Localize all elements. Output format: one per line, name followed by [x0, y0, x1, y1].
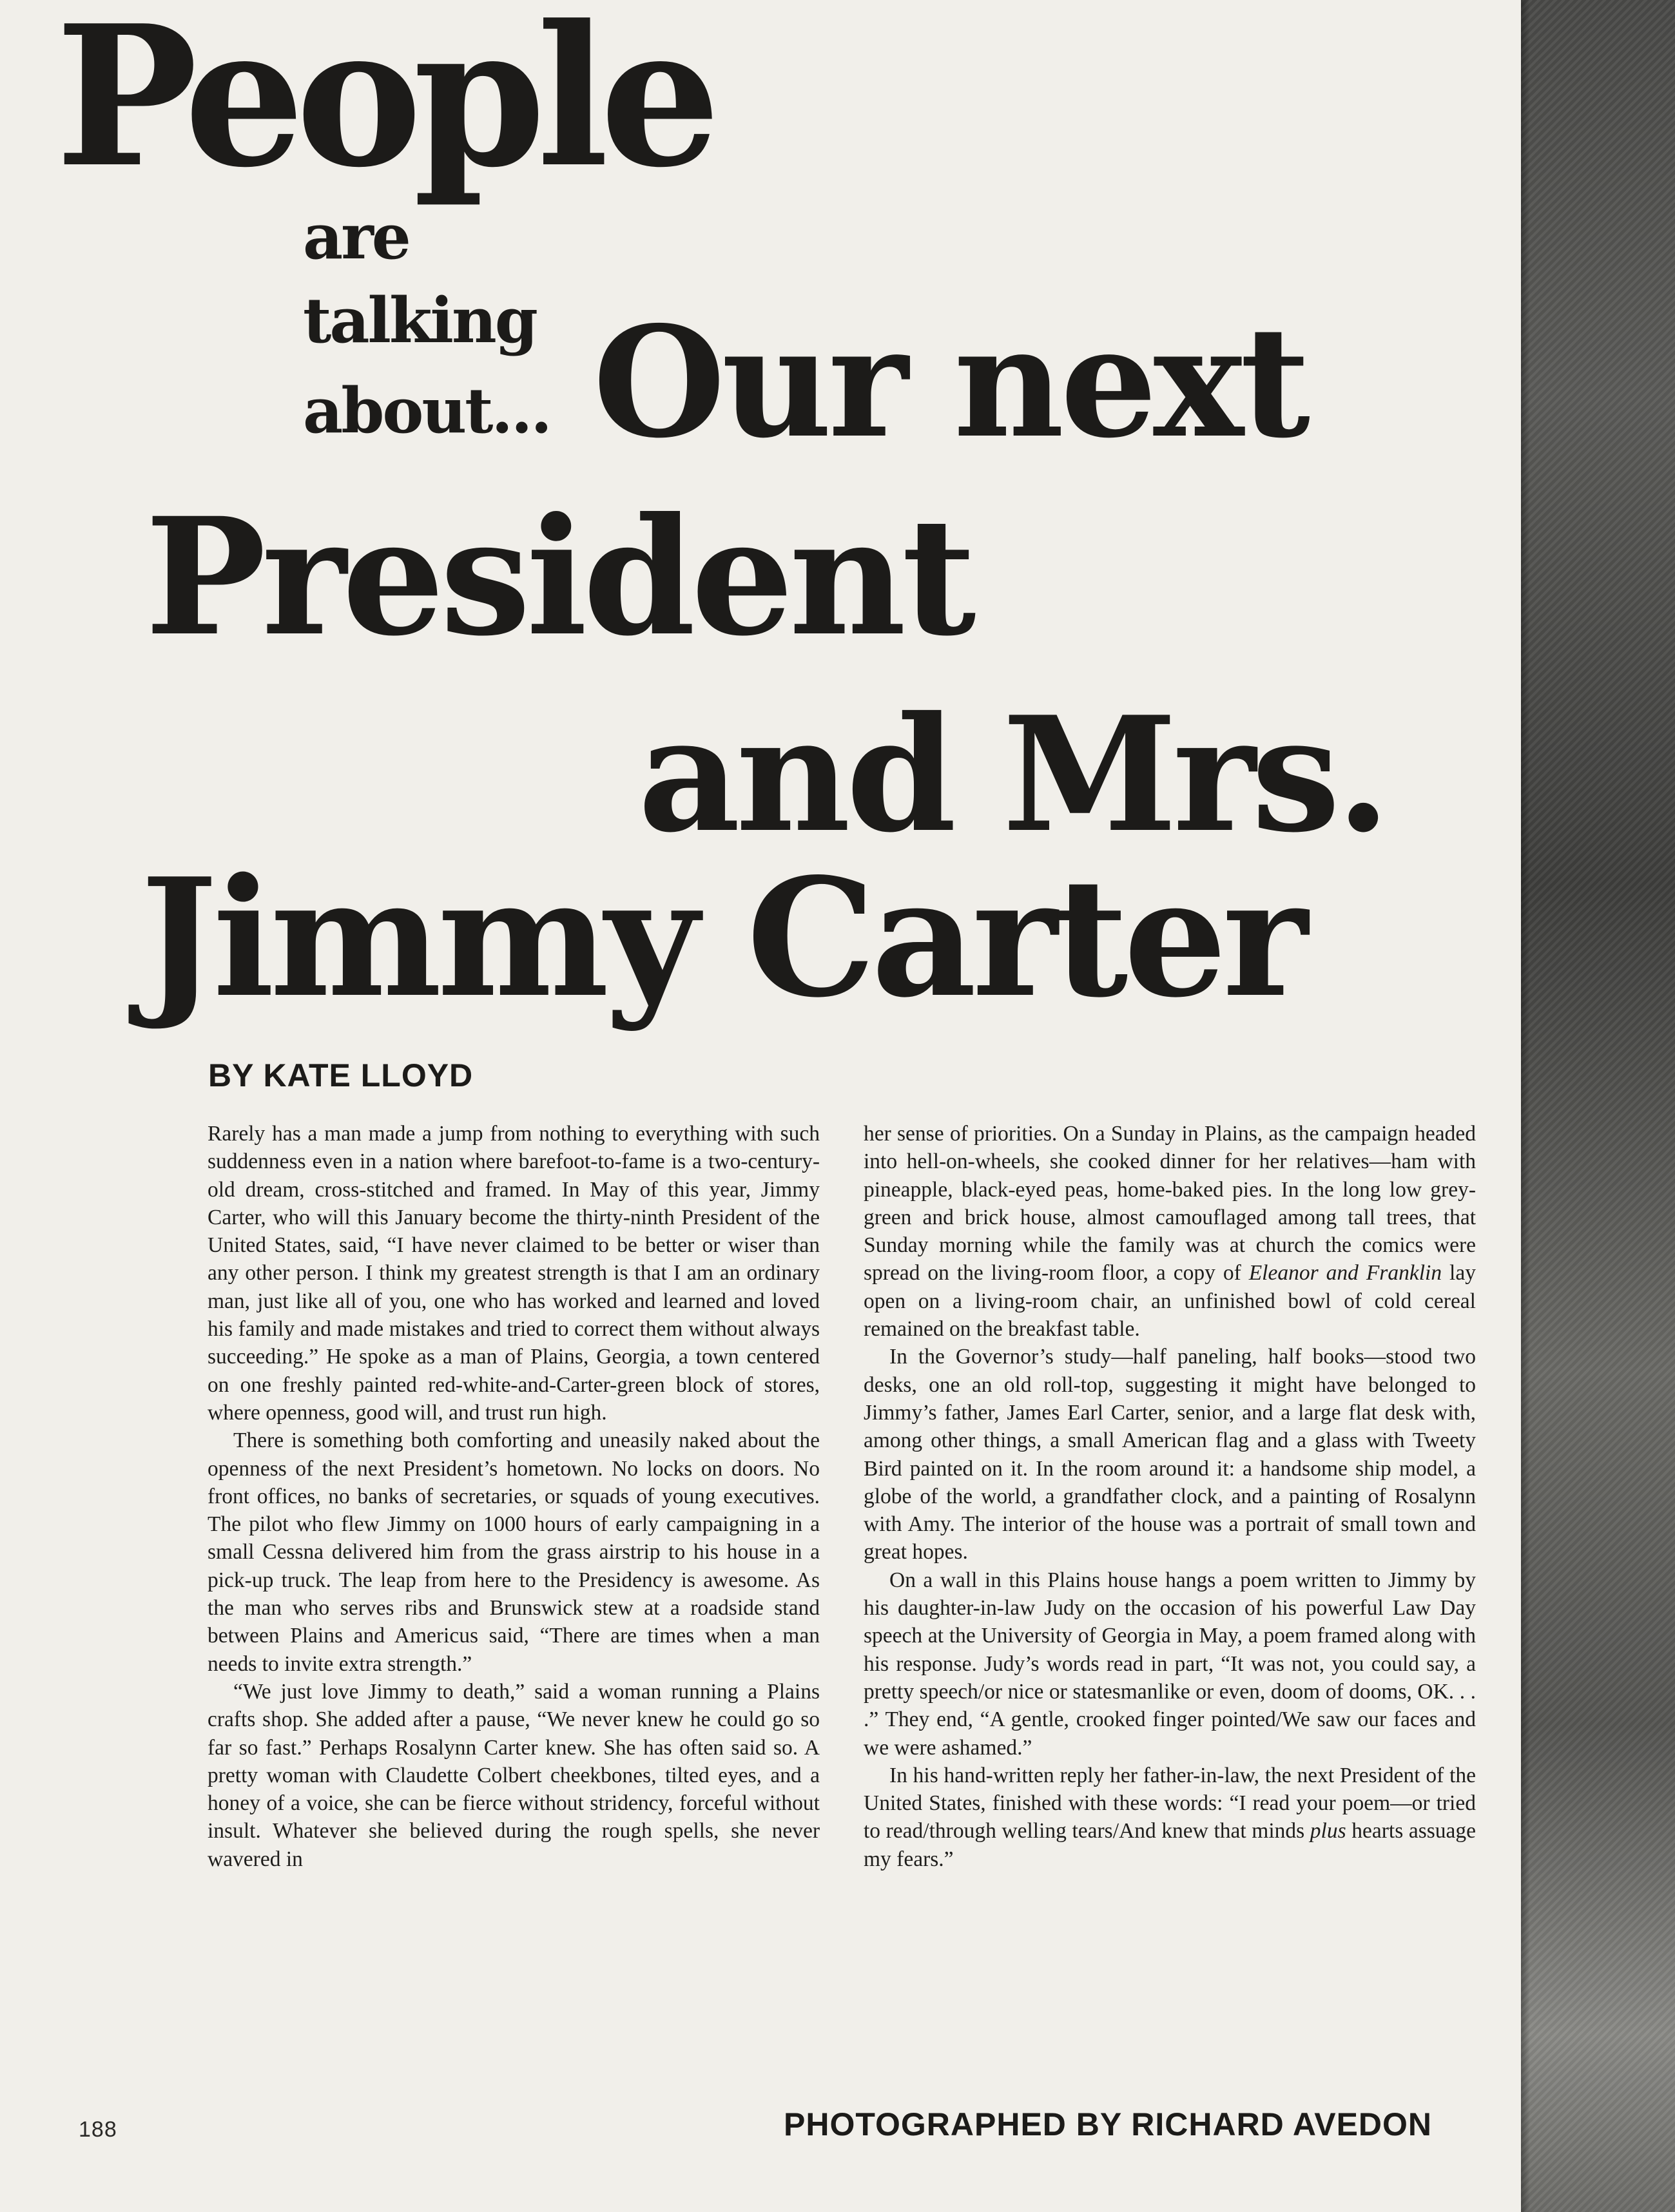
headline-and-mrs: and Mrs. [638, 682, 1386, 867]
text-run: her sense of priorities. On a Sunday in Plains, as the campaign headed into hell-on-wheels, she cooked dinner for her relatives—ham with pineapple, black-eyed peas, home-baked pies. In the long low grey-green and brick house, almost camouflaged among tall trees, that Sunday morning while the family was at church the comics were spread on the living-room floor, a copy of [864, 1122, 1476, 1285]
headline-people: People [55, 0, 712, 210]
headline-are: are [303, 200, 409, 273]
byline: BY KATE LLOYD [208, 1057, 474, 1093]
text-run: lay open on a living-room chair, an unfinished bowl of cold cereal remained on the breakfast table. [864, 1261, 1476, 1342]
text-run: hearts assuage my fears.” [864, 1819, 1477, 1871]
italic-word: plus [1310, 1819, 1346, 1843]
photograph-edge [1521, 0, 1675, 2212]
article-paragraph [864, 1120, 1476, 1343]
article-paragraph [864, 1762, 1476, 1873]
article-paragraph: “We just love Jimmy to death,” said a woman running a Plains crafts shop. She added after a pause, “We never knew he could go so far so fast.” Perhaps Rosalynn Carter knew. She has often said so. A pretty woman with Claudette Colbert cheekbones, tilted eyes, and a honey of a voice, she can be fierce without stridency, forceful without insult. Whatever she believed during the rough spells, she never wavered in [208, 1679, 820, 1871]
headline-about: about... [303, 374, 550, 447]
page-number: 188 [79, 2117, 117, 2142]
article-column-right [864, 1120, 1476, 1873]
headline-president: President [145, 482, 972, 671]
headline-jimmy-carter: Jimmy Carter [140, 843, 1304, 1034]
article-paragraph: Rarely has a man made a jump from nothing to everything with such suddenness even in a nation where barefoot-to-fame is a two-century-old dream, cross-stitched and framed. In May of this year, Jimmy Carter, who will this January become the thirty-ninth President of the United States, said, “I have never claimed to be better or wiser than any other person. I think my greatest strength is that I am an ordinary man, just like all of you, one who has worked and learned and loved his family and made mistakes and tried to correct them without always succeeding.” He spoke as a man of Plains, Georgia, a town centered on one freshly painted red-white-and-Carter-green block of stores, where openness, good will, and trust run high. [208, 1122, 820, 1425]
article-paragraph: There is something both comforting and uneasily naked about the openness of the next President’s hometown. No locks on doors. No front offices, no banks of secretaries, or squads of young executives. The pilot who flew Jimmy on 1000 hours of early campaigning in a small Cessna delivered him from the grass airstrip to his house in a pick-up truck. The leap from here to the Presidency is awesome. As the man who serves ribs and Brunswick stew at a roadside stand between Plains and Americus said, “There are times when a man needs to invite extra strength.” [208, 1428, 820, 1676]
book-title: Eleanor and Franklin [1248, 1261, 1442, 1285]
text-run: In his hand-written reply her father-in-law, the next President of the United States, finished with these words: “I read your poem—or tried to read/through welling tears/And knew that minds [864, 1763, 1476, 1843]
article-column-left [208, 1120, 820, 1873]
article-paragraph: In the Governor’s study—half paneling, half books—stood two desks, one an old roll-top, suggesting it might have belonged to Jimmy’s father, James Earl Carter, senior, and a large flat desk with, among other things, a small American flag and a glass with Tweety Bird painted on it. In the room around it: a handsome ship model, a globe of the world, a grandfather clock, and a painting of Rosalynn with Amy. The interior of the house was a portrait of small town and great hopes. [864, 1345, 1476, 1564]
article-paragraph: On a wall in this Plains house hangs a poem written to Jimmy by his daughter-in-law Judy on the occasion of his powerful Law Day speech at the University of Georgia in May, a poem framed along with his response. Judy’s words read in part, “It was not, you could say, a pretty speech/or nice or statesmanlike or even, doom of dooms, OK. . . .” They end, “A gentle, crooked finger pointed/We saw our faces and we were ashamed.” [864, 1568, 1476, 1760]
photo-credit: PHOTOGRAPHED BY RICHARD AVEDON [784, 2106, 1433, 2142]
headline-our-next: Our next [593, 293, 1307, 472]
headline-talking: talking [303, 284, 536, 357]
